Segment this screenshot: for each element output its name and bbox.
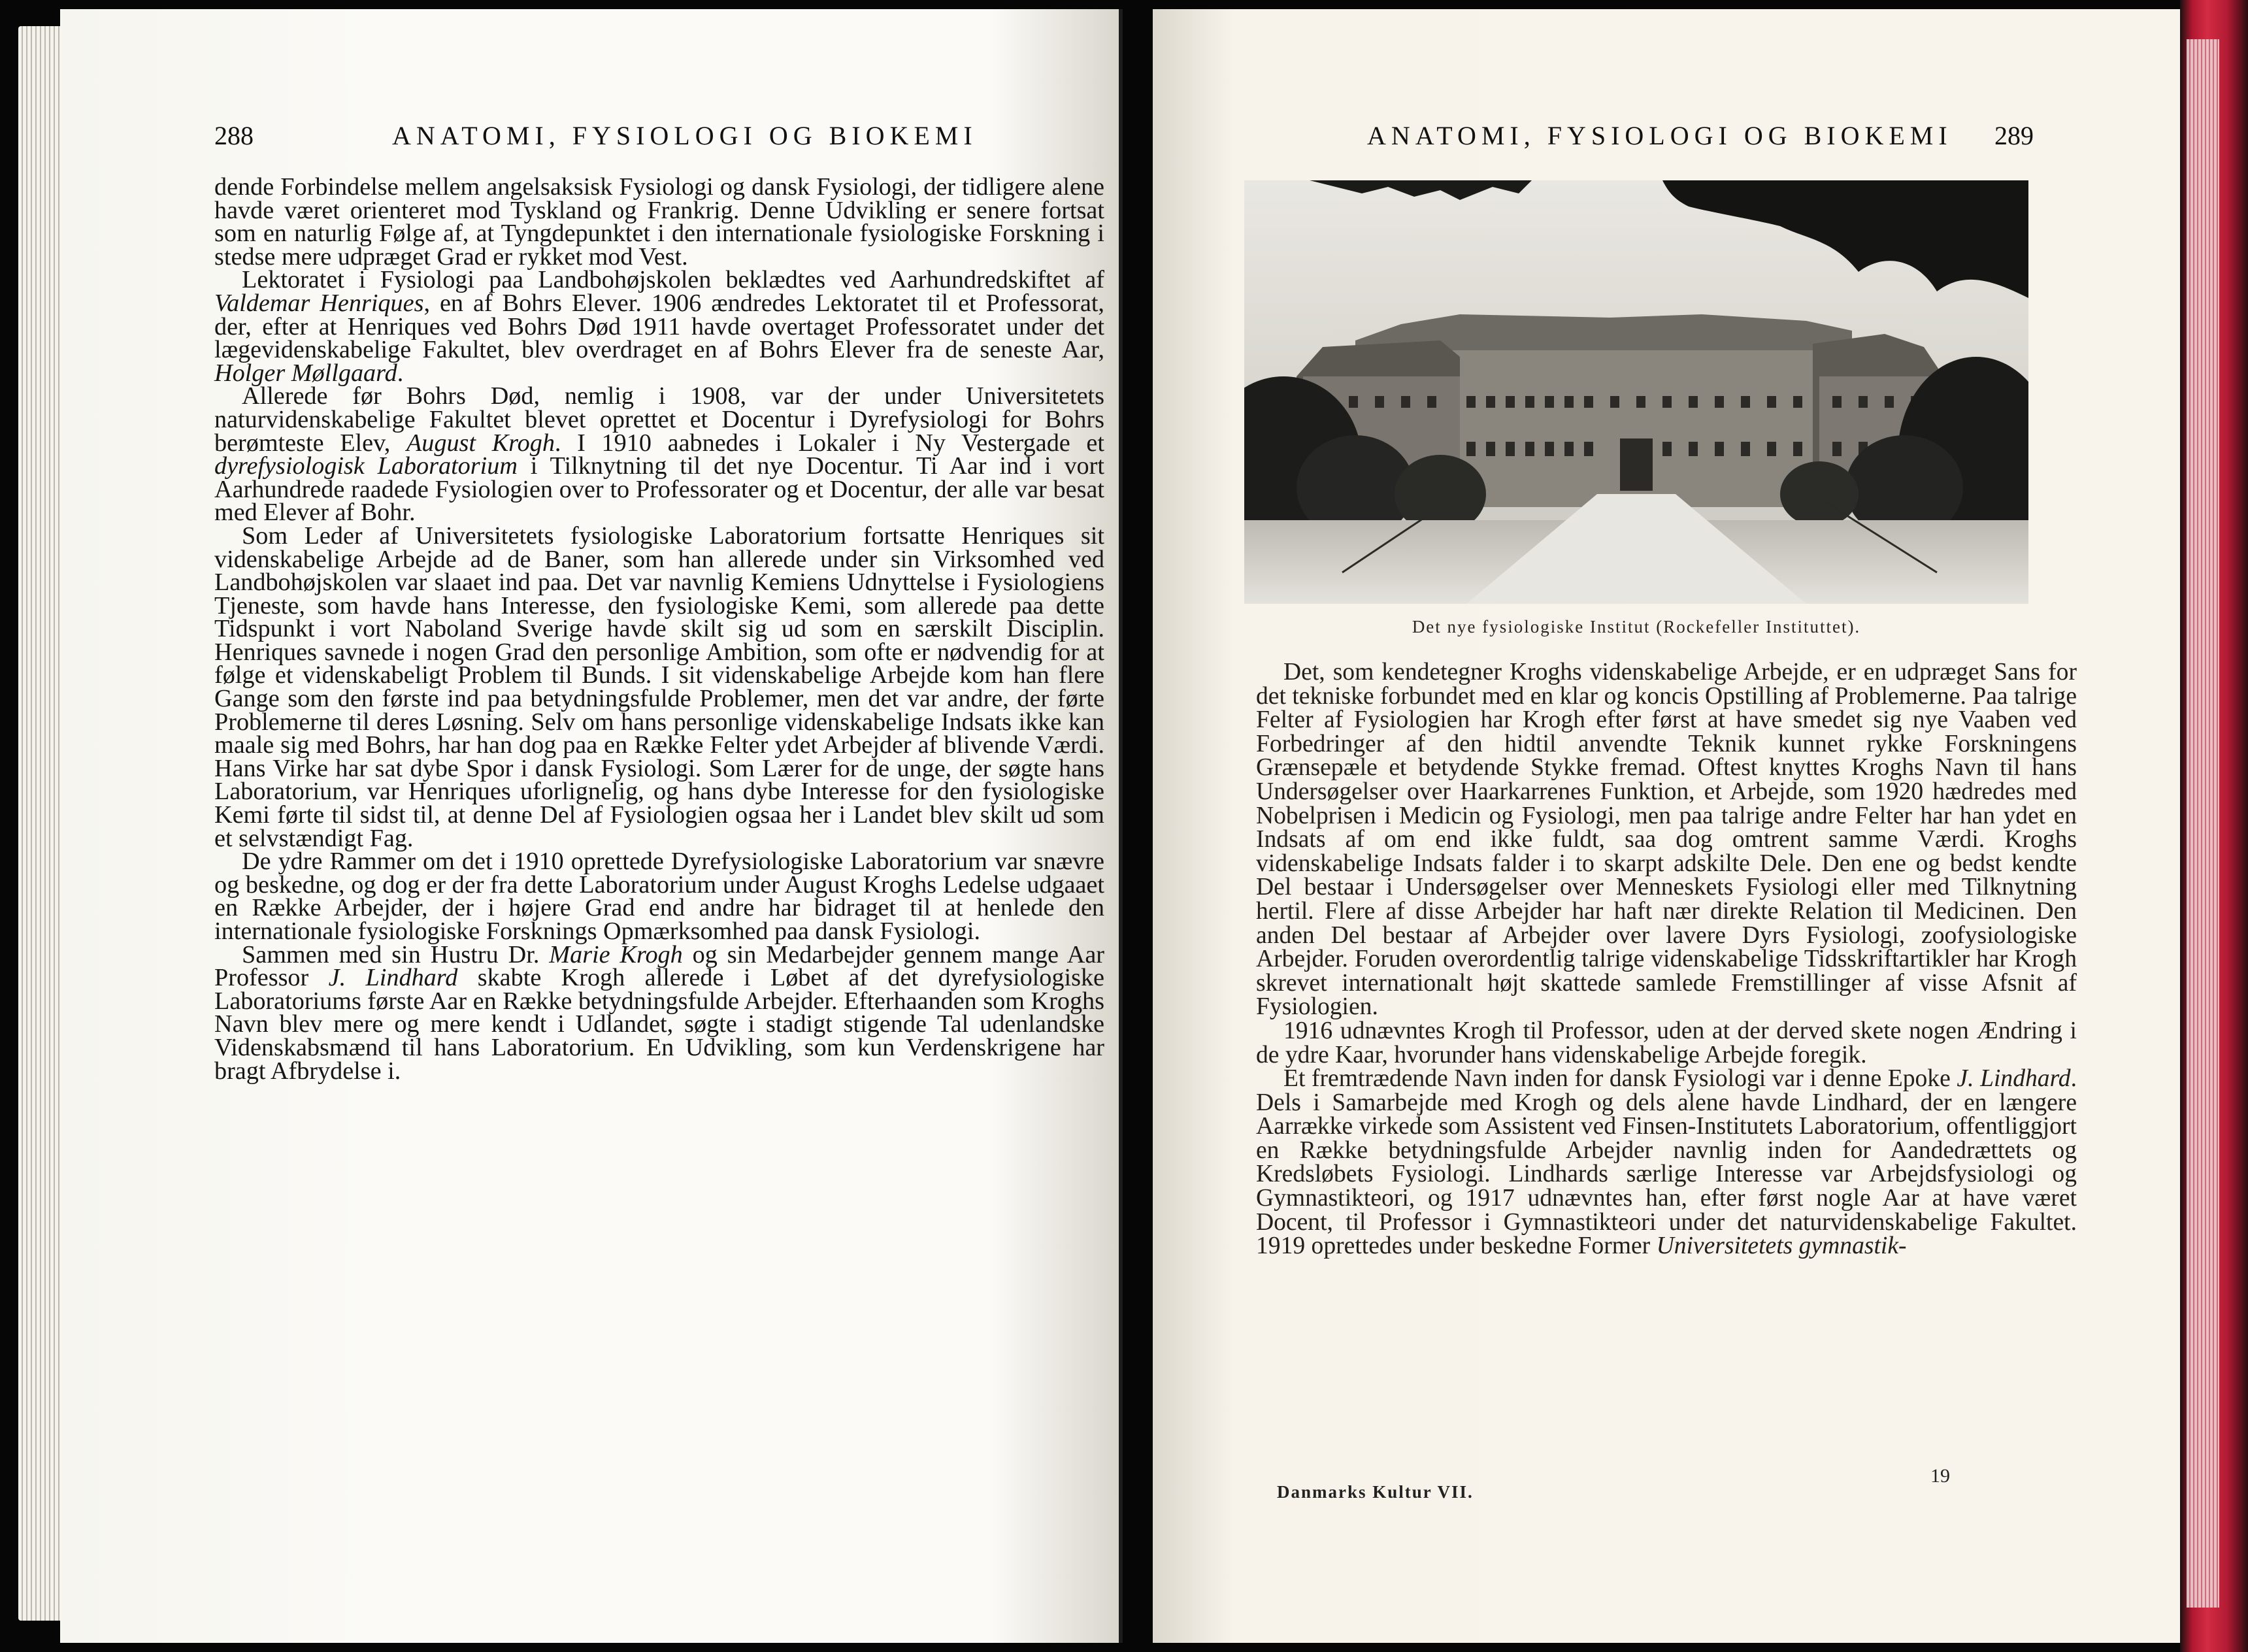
italic-name: J. Lindhard — [1957, 1065, 2071, 1093]
italic-name: August Krogh — [406, 429, 555, 457]
left-page — [60, 9, 1123, 1643]
italic-name: Marie Krogh — [549, 940, 683, 968]
body-paragraph — [1256, 1067, 2077, 1259]
paragraph-text: , en af Bohrs Elever. 1906 ændredes Lektoratet til et Professorat, der, efter at Henriques ved Bohrs Død 1911 havde overtaget Professoratet under det lægevidenskabelige Fakultet, blev overdraget en af Bohrs Elever fra de seneste Aar, — [214, 289, 1104, 364]
paragraph-text: 1916 udnævntes Krogh til Professor, uden at der derved skete nogen Ændring i de ydre Kaar, hvorunder hans videnskabelige Arbejde foregik. — [1256, 1017, 2077, 1068]
signature-mark: 19 — [1930, 1465, 1950, 1487]
italic-name: J. Lindhard — [328, 964, 458, 992]
body-paragraph — [214, 382, 1104, 527]
paragraph-text: Som Leder af Universitetets fysiologiske Laboratorium fortsatte Henriques sit videnskabelige Arbejde ad de Baner, som han allerede under sin Virksomhed ved Landbohøjskolen var slaaet ind paa. Det var navnlig Kemiens Udnyttelse i Fysiologiens Tjeneste, som havde hans Interesse, den fysiologiske Kemi, som allerede paa dette Tidspunkt i vort Naboland Sverige havde skilt sig ud som en særskilt Disciplin. Henriques savnede i nogen Grad den personlige Ambition, som ofte er nødvendig for at følge et videnskabeligt Problem til Bunds. I sit videnskabelige Arbejde kom han flere Gange som den første ind paa betydningsfulde Problemer, men det var andre, der førte Problemerne til deres Løsning. Selv om hans personlige videnskabelige Indsats ikke kan maale sig med Bohrs, har han dog paa en Række Felter ydet Arbejder af blivende Værdi. Hans Virke har sat dybe Spor i dansk Fysiologi. Som Lærer for de unge, der søgte hans Laboratorium, var Henriques uforlignelig, og hans dybe Interesse for den fysiologiske Kemi førte til sidst til, at denne Del af Fysiologien ogsaa her i Landet blev skilt ud som et selvstændigt Fag. — [214, 521, 1104, 852]
paragraph-text: i Tilknytning til det nye Docentur. Ti Aar ind i vort Aarhundrede raadede Fysiologien over to Professorater og et Docentur, der alle var besat med Elever af Bohr. — [214, 452, 1104, 527]
running-head-left: ANATOMI, FYSIOLOGI OG BIOKEMI — [392, 121, 978, 150]
paragraph-text: De ydre Rammer om det i 1910 oprettede Dyrefysiologiske Laboratorium var snævre og beskedne, og dog er der fra dette Laboratorium under August Kroghs Ledelse udgaaet en Række Arbejder, der i højere Grad end andre har bidraget til at henlede den internationale fysiologiske Forsknings Opmærksomhed paa dansk Fysiologi. — [214, 848, 1104, 945]
page-number-right: 289 — [1994, 121, 2034, 150]
paragraph-text: Det, som kendetegner Kroghs videnskabelige Arbejde, er en udpræget Sans for det tekniske forbundet med en klar og koncis Opstilling af Problemerne. Paa talrige Felter af Fysiologien har Krogh efter først at have smedet sig nye Vaaben ved Forbedringer af den hidtil anvendte Teknik kunnet rykke Forskningens Grænsepæle et betydende Stykke fremad. Oftest knyttes Kroghs Navn til hans Undersøgelser over Haarkarrenes Funktion, et Arbejde, som 1920 hædredes med Nobelprisen i Medicin og Fysiologi, men paa talrige andre Felter har han ydet en Indsats af om end ikke fuldt, saa dog omtrent samme Værdi. Kroghs videnskabelige Indsats falder i to skarpt adskilte Dele. Den ene og bedst kendte Del bestaar i Undersøgelser over Menneskets Fysiologi eller med Tilknytning hertil. Flere af disse Arbejder har haft nær direkte Relation til Medicinen. Den anden Del bestaar af Arbejder over lavere Dyrs Fysiologi, zoofysiologiske Arbejder. Foruden overordentlig talrige videnskabelige Tidsskriftartikler har Krogh skrevet internationalt højt skattede samlede Fremstillinger af visse Afsnit af Fysiologien. — [1256, 659, 2077, 1021]
paragraph-text: Lektoratet i Fysiologi paa Landbohøjskolen beklædtes ved Aarhundredskiftet af — [242, 266, 1104, 294]
building-photo-image — [1244, 180, 2028, 604]
institute-photograph — [1244, 180, 2028, 604]
body-paragraph — [1256, 661, 2077, 1019]
italic-name: dyrefysiologisk Laboratorium — [214, 452, 518, 480]
paragraph-text: dende Forbindelse mellem angelsaksisk Fysiologi og dansk Fysiologi, der tidligere alene havde været orienteret mod Tyskland og Frankrig. Denne Udvikling er senere fortsat som en naturlig Følge af, at Tyngdepunktet i den internationale fysiologiske Forskning i stedse mere udpræget Grad er rykket mod Vest. — [214, 173, 1104, 271]
page-stack-edge-right — [2187, 39, 2219, 1608]
photo-caption: Det nye fysiologiske Institut (Rockefeller Instituttet). — [1412, 617, 1861, 636]
body-paragraph — [1256, 1019, 2077, 1067]
paragraph-text: Allerede før Bohrs Død, nemlig i 1908, var der under Universitetets naturvidenskabelige Fakultet blevet oprettet et Docentur i Dyrefysiologi for Bohrs berømteste Elev, — [214, 382, 1104, 457]
paragraph-text: Sammen med sin Hustru Dr. — [242, 940, 550, 968]
paragraph-text: . I 1910 aabnedes i Lokaler i Ny Vestergade et — [554, 429, 1104, 457]
right-page — [1153, 9, 2180, 1643]
running-head-right: ANATOMI, FYSIOLOGI OG BIOKEMI — [1367, 121, 1953, 150]
italic-name: Valdemar Henriques — [214, 289, 424, 317]
paragraph-text: . Dels i Samarbejde med Krogh og dels alene havde Lindhard, der en længere Aarrække virkede som Assistent ved Finsen-Institutets Laboratorium, offentliggjort en Række betydningsfulde Arbejder navnlig inden for Aandedrættets og Kredsløbets Fysiologi. Lindhards særlige Interesse var Arbejdsfysiologi og Gymnastikteori, og 1917 udnævntes han, efter først nogle Aar at have været Docent, til Professor i Gymnastikteori under det naturvidenskabelige Fakultet. 1919 oprettedes under beskedne Former — [1256, 1065, 2077, 1260]
page-stack-edge-left — [18, 26, 64, 1621]
body-paragraph — [214, 521, 1104, 852]
left-page-body-text — [214, 173, 1104, 1085]
paragraph-text: Et fremtrædende Navn inden for dansk Fysiologi var i denne Epoke — [1283, 1065, 1957, 1093]
page-number-left: 288 — [214, 121, 254, 150]
body-paragraph — [214, 266, 1104, 387]
paragraph-text: . — [397, 359, 404, 387]
right-page-body-text — [1256, 661, 2077, 1259]
paragraph-text: skabte Krogh allerede i Løbet af det dyrefysiologiske Laboratoriums første Aar en Række betydningsfulde Arbejder. Efterhaanden som Kroghs Navn blev mere og mere kendt i Udlandet, søgte i stadigt stigende Tal udenlandske Videnskabsmænd til hans Laboratorium. En Udvikling, som kun Verdenskrigene har bragt Afbrydelse i. — [214, 964, 1104, 1085]
body-paragraph — [214, 940, 1104, 1085]
italic-name: Universitetets gymnastik- — [1656, 1232, 1907, 1260]
paragraph-text: og sin Medarbejder gennem mange Aar Professor — [214, 940, 1104, 992]
body-paragraph — [214, 173, 1104, 271]
italic-name: Holger Møllgaard — [214, 359, 397, 387]
body-paragraph — [214, 850, 1104, 943]
signature-footer-title: Danmarks Kultur VII. — [1277, 1482, 1474, 1502]
